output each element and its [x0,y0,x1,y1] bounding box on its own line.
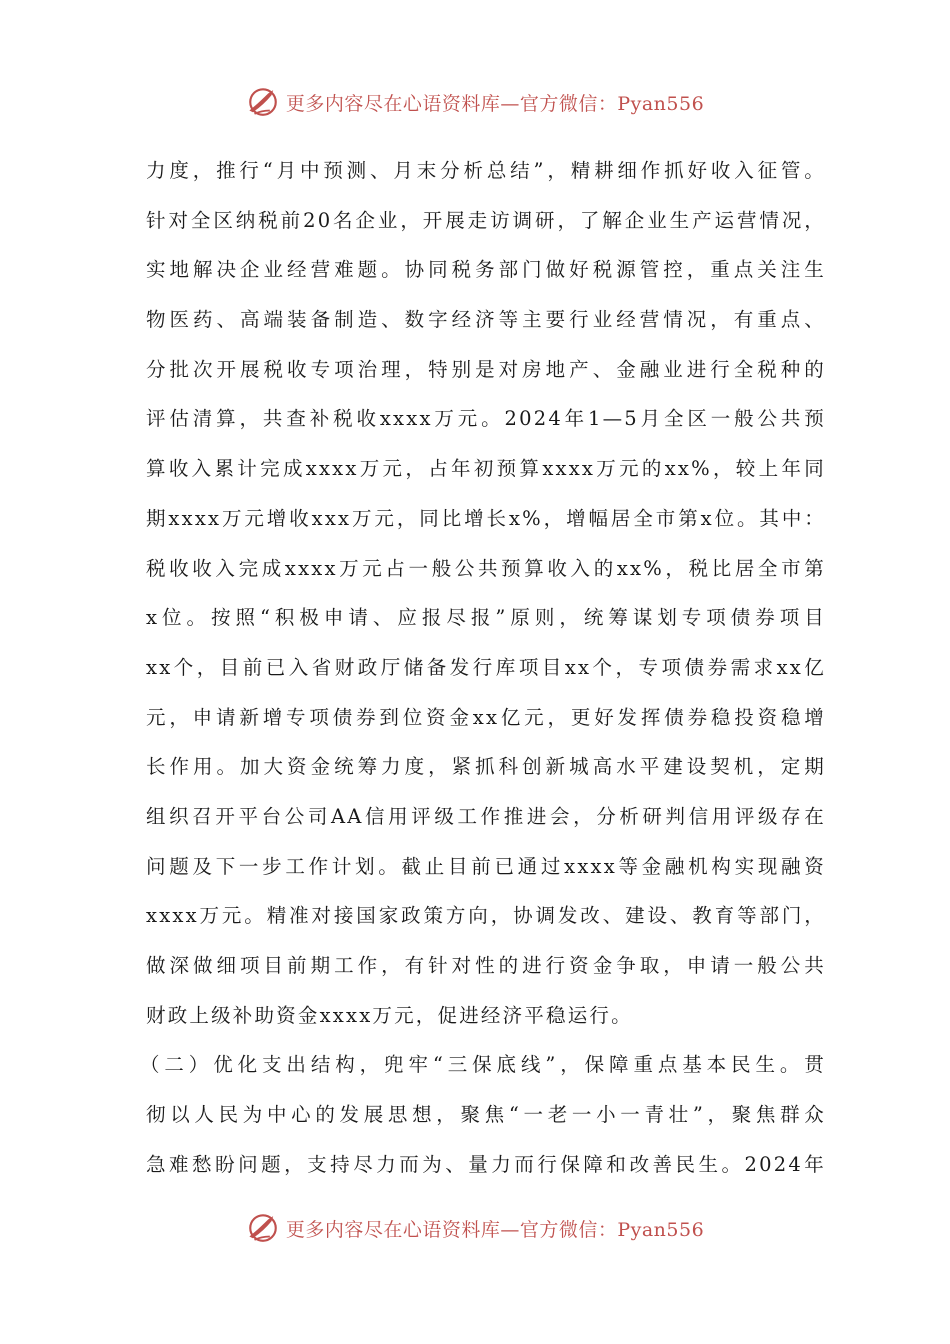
text-line: 做深做细项目前期工作，有针对性的进行资金争取，申请一般公共 [146,954,826,977]
footer-banner [0,1208,950,1248]
text-line: 问题及下一步工作计划。截止目前已通过xxxx等金融机构实现融资 [146,854,826,878]
text-line: x位。按照“积极申请、应报尽报”原则，统筹谋划专项债券项目 [146,606,826,630]
text-line: 财政上级补助资金xxxx万元，促进经济平稳运行。 [146,1003,633,1027]
text-line: 元，申请新增专项债券到位资金xx亿元，更好发挥债券稳投资稳增 [146,705,826,729]
pen-logo-icon [246,85,280,119]
text-line: 彻以人民为中心的发展思想，聚焦“一老一小一青壮”，聚焦群众 [146,1103,826,1127]
footer-banner-text: 更多内容尽在心语资料库—官方微信：Pyan556 [285,1218,705,1241]
text-line: 期xxxx万元增收xxx万元，同比增长x%，增幅居全市第x位。其中： [146,506,826,530]
text-line: 急难愁盼问题，支持尽力而为、量力而行保障和改善民生。2024年 [146,1152,826,1176]
text-line: 针对全区纳税前20名企业，开展走访调研，了解企业生产运营情况， [146,208,826,232]
text-line: 物医药、高端装备制造、数字经济等主要行业经营情况，有重点、 [146,308,826,332]
text-line: xxxx万元。精准对接国家政策方向，协调发改、建设、教育等部门， [146,904,826,928]
document-body [140,146,826,1189]
text-line: xx个，目前已入省财政厅储备发行库项目xx个，专项债券需求xx亿 [146,655,826,679]
header-banner [0,82,950,122]
text-line: 分批次开展税收专项治理，特别是对房地产、金融业进行全税种的 [146,357,826,381]
text-line: 力度，推行“月中预测、月末分析总结”，精耕细作抓好收入征管。 [146,159,826,182]
text-line: 税收收入完成xxxx万元占一般公共预算收入的xx%，税比居全市第 [146,556,826,580]
text-line: 长作用。加大资金统筹力度，紧抓科创新城高水平建设契机，定期 [146,755,826,779]
section-heading-line: （二）优化支出结构，兜牢“三保底线”，保障重点基本民生。贯 [140,1053,826,1077]
text-line: 实地解决企业经营难题。协同税务部门做好税源管控，重点关注生 [146,258,826,282]
header-banner-text: 更多内容尽在心语资料库—官方微信：Pyan556 [285,92,705,115]
text-line: 评估清算，共查补税收xxxx万元。2024年1—5月全区一般公共预 [146,407,826,431]
text-line: 算收入累计完成xxxx万元，占年初预算xxxx万元的xx%，较上年同 [146,457,826,481]
pen-logo-icon [246,1211,280,1245]
text-line: 组织召开平台公司AA信用评级工作推进会，分析研判信用评级存在 [146,804,826,828]
